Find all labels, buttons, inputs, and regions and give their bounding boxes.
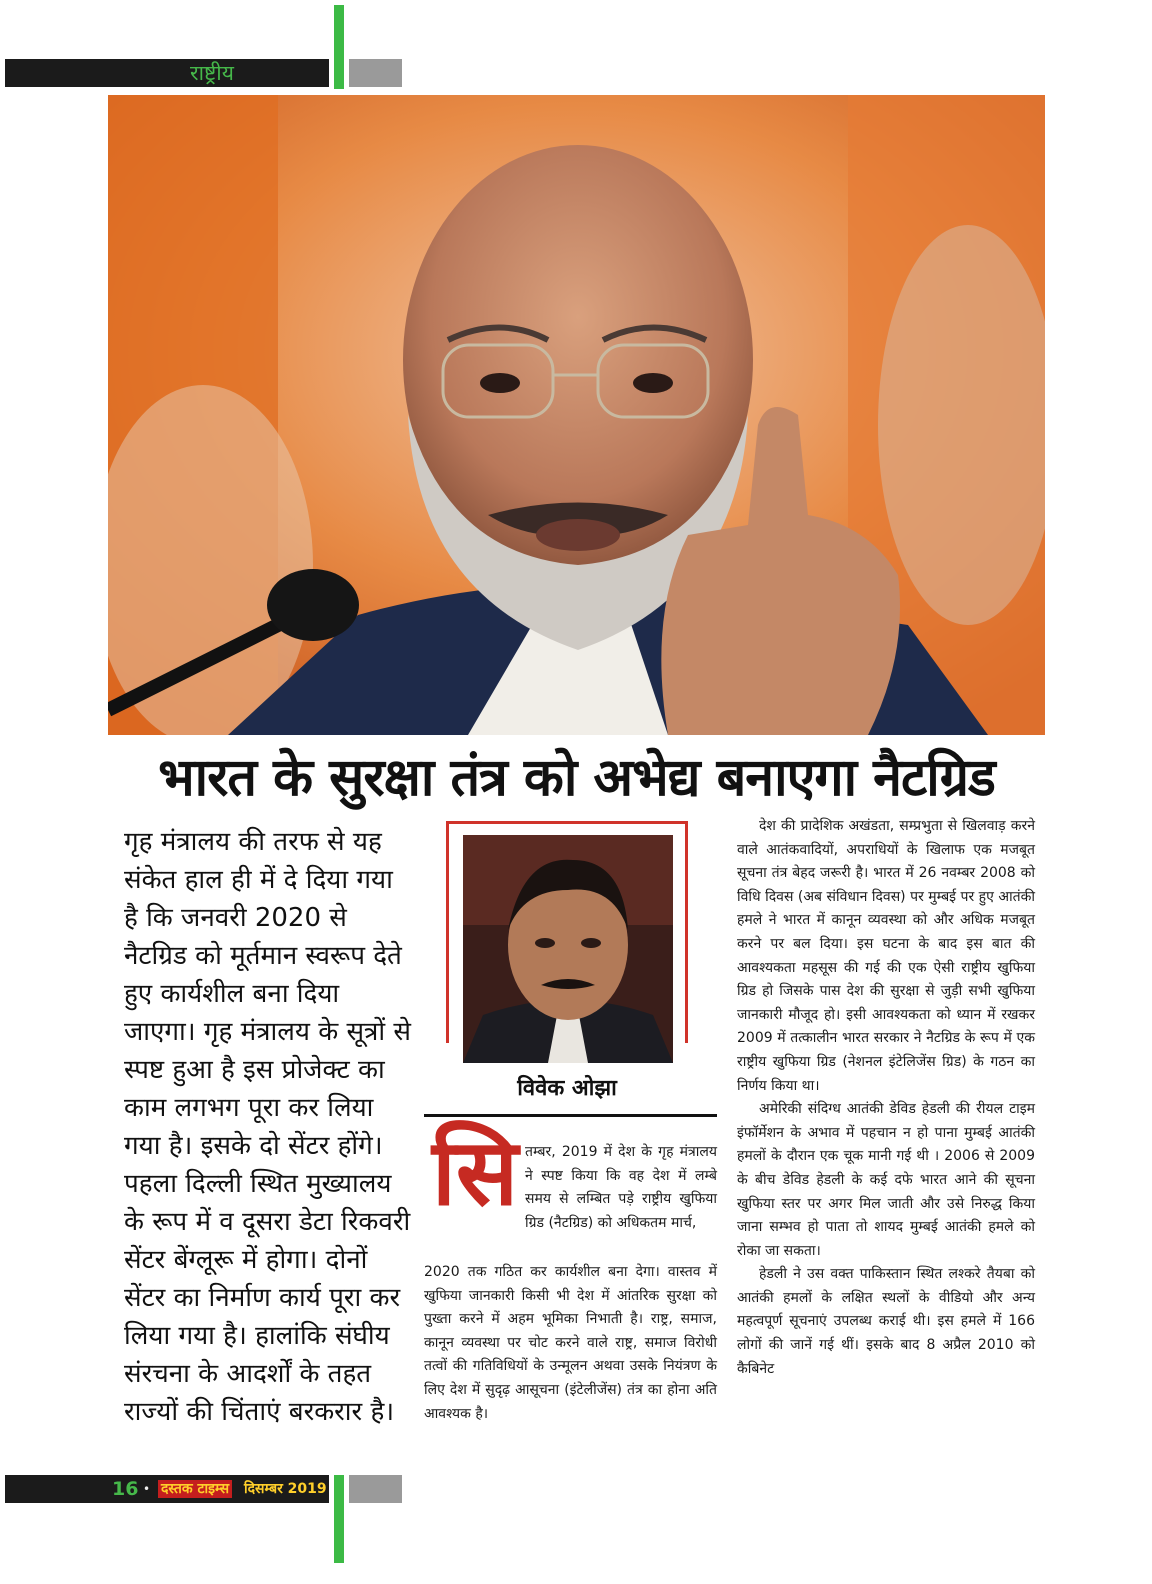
- author-name: विवेक ओझा: [517, 1076, 617, 1101]
- article-paragraph: देश की प्रादेशिक अखंडता, सम्प्रभुता से खिलवाड़ करने वाले आतंकवादियों, अपराधियों के खिलाफ एक मजबूत सूचना तंत्र बेहद जरूरी है। भारत में 26 नवम्बर 2008 को विधि दिवस (अब संविधान दिवस) पर मुम्बई पर हुए आतंकी हमले ने भारत में कानून व्यवस्था को और अधिक मजबूत करने पर बल दिया। इस घटना के बाद इस बात की आवश्यकता महसूस की गई की एक ऐसी राष्ट्रीय खुफिया ग्रिड हो जिसके पास देश की सुरक्षा से जुड़ी सभी खुफिया जानकारी मौजूद हो। इसी आवश्यकता को ध्यान में रखकर 2009 में तत्कालीन भारत सरकार ने नैटग्रिड के रूप में एक राष्ट्रीय खुफिया ग्रिड (नेशनल इंटेलिजेंस ग्रिड) के गठन का निर्णय किया था।: [737, 818, 1035, 1094]
- drop-cap: सि: [432, 1119, 519, 1226]
- section-header-bar: [5, 59, 329, 87]
- article-middle-column: [424, 1261, 717, 1426]
- article-middle-top: [525, 1141, 717, 1235]
- section-label: राष्ट्रीय: [190, 61, 234, 85]
- headline: भारत के सुरक्षा तंत्र को अभेद्य बनाएगा नैटग्रिड: [158, 748, 995, 808]
- page-number: 16: [112, 1478, 139, 1500]
- hero-photo: [108, 95, 1045, 735]
- header-grey-block: [349, 59, 402, 87]
- footer-grey-block: [349, 1475, 402, 1503]
- footer-green-rule: [334, 1475, 344, 1563]
- pull-quote: [124, 823, 414, 1431]
- article-paragraph: हेडली ने उस वक्त पाकिस्तान स्थित लश्करे तैयबा को आतंकी हमलों के लक्षित स्थलों के वीडियो और अन्य महत्वपूर्ण सूचनाएं उपलब्ध कराई थी। इस हमले में 166 लोगों की जानें गई थीं। इसके बाद 8 अप्रैल 2010 को कैबिनेट: [737, 1266, 1035, 1377]
- header-green-rule: [334, 5, 344, 89]
- issue-date: दिसम्बर 2019: [244, 1481, 327, 1497]
- article-paragraph: 2020 तक गठित कर कार्यशील बना देगा। वास्तव में खुफिया जानकारी किसी भी देश में आंतरिक सुरक्षा को पुख्ता करने में अहम भूमिका निभाती है। राष्ट्र, समाज, कानून व्यवस्था पर चोट करने वाले राष्ट्र, समाज विरोधी तत्वों की गतिविधियों के उन्मूलन अथवा उसके नियंत्रण के लिए देश में सुदृढ़ आसूचना (इंटेलीजेंस) तंत्र का होना अति आवश्यक है।: [424, 1264, 717, 1422]
- author-photo: [463, 835, 673, 1063]
- author-divider: [424, 1114, 717, 1117]
- article-paragraph: अमेरिकी संदिग्ध आतंकी डेविड हेडली की रीयल टाइम इंफॉर्मेशन के अभाव में पहचान न हो पाना मुम्बई आतंकी हमलों के दौरान एक चूक मानी गई थी । 2006 से 2009 के बीच डेविड हेडली के कई दफे भारत आने की सूचना खुफिया स्तर पर अगर मिल जाती और उसे निरुद्ध किया जाना सम्भव हो पाता तो शायद मुम्बई आतंकी हमले को रोका जा सकता।: [737, 1101, 1035, 1259]
- article-right-column: [737, 815, 1035, 1381]
- footer-separator: •: [143, 1482, 151, 1496]
- pull-quote-text: गृह मंत्रालय की तरफ से यह संकेत हाल ही में दे दिया गया है कि जनवरी 2020 से नैटग्रिड को मूर्तमान स्वरूप देते हुए कार्यशील बना दिया जाएगा। गृह मंत्रालय के सूत्रों से स्पष्ट हुआ है इस प्रोजेक्ट का काम लगभग पूरा कर लिया गया है। इसके दो सेंटर होंगे। पहला दिल्ली स्थित मुख्यालय के रूप में व दूसरा डेटा रिकवरी सेंटर बेंग्लूरू में होगा। दोनों सेंटर का निर्माण कार्य पूरा कर लिया गया है। हालांकि संघीय संरचना के आदर्शों के तहत राज्यों की चिंताएं बरकरार है।: [124, 827, 411, 1427]
- article-paragraph: तम्बर, 2019 में देश के गृह मंत्रालय ने स्पष्ट किया कि वह देश में लम्बे समय से लम्बित पड़े राष्ट्रीय खुफिया ग्रिड (नैटग्रिड) को अधिकतम मार्च,: [525, 1144, 717, 1231]
- magazine-logo: दस्तक टाइम्स: [158, 1480, 232, 1498]
